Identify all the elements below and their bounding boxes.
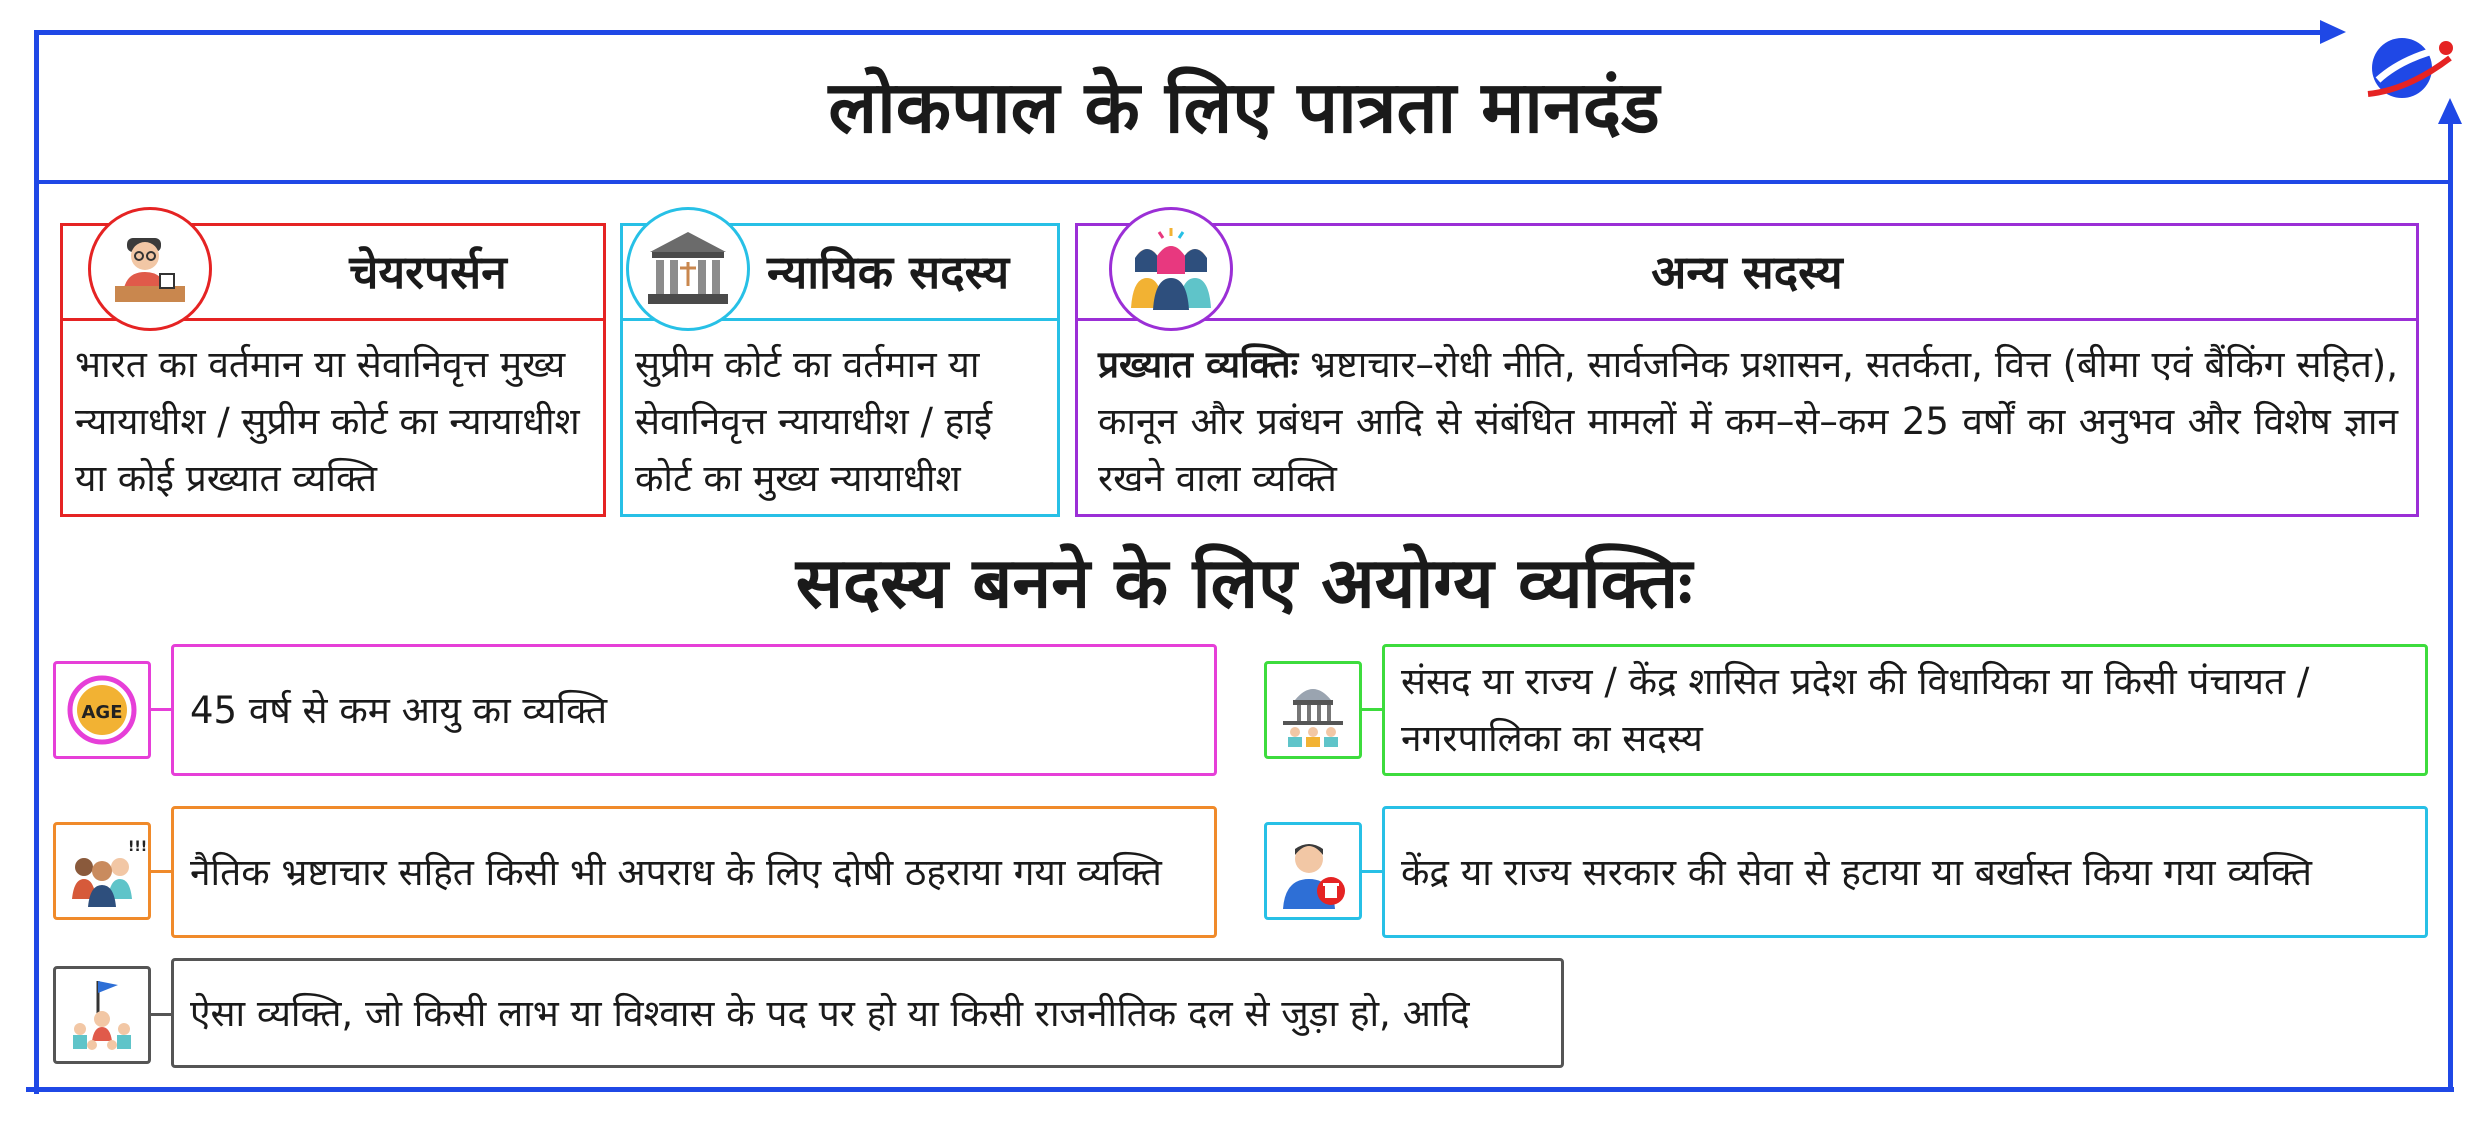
parliament-icon-box — [1264, 661, 1362, 759]
svg-text:AGE: AGE — [81, 702, 123, 723]
disqualification-item-age — [171, 644, 1217, 776]
dismissed-person-icon — [1273, 831, 1353, 911]
connector — [151, 708, 171, 711]
disqualified-title: सदस्य बनने के लिए अयोग्य व्यक्तिः — [795, 542, 1693, 624]
other-members-card — [1075, 223, 2419, 517]
disqualification-item-office-of-profit — [171, 958, 1564, 1068]
disqualification-item-dismissed — [1382, 806, 2428, 938]
connector — [151, 870, 171, 873]
group-people-icon — [1109, 207, 1233, 331]
convicted-group-icon — [62, 831, 148, 911]
frame-left-border — [34, 30, 39, 1094]
judicial-member-text: सुप्रीम कोर्ट का वर्तमान या सेवानिवृत्त न्यायाधीश / हाई कोर्ट का मुख्य न्यायाधीश — [635, 343, 993, 500]
disqualification-text: नैतिक भ्रष्टाचार सहित किसी भी अपराध के लिए दोषी ठहराया गया व्यक्ति — [190, 850, 1162, 894]
page-title: लोकपाल के लिए पात्रता मानदंड — [828, 65, 1660, 149]
arrow-right-icon — [2320, 20, 2346, 44]
political-party-icon-box — [53, 966, 151, 1064]
disqualification-text: 45 वर्ष से कम आयु का व्यक्ति — [190, 688, 608, 732]
frame-bottom-border — [26, 1087, 2454, 1092]
judicial-member-heading: न्यायिक सदस्य — [767, 245, 1010, 299]
age-icon-box — [53, 661, 151, 759]
other-members-heading: अन्य सदस्य — [1651, 245, 1843, 299]
chairperson-icon — [88, 207, 212, 331]
connector — [1362, 870, 1382, 873]
disqualification-text: केंद्र या राज्य सरकार की सेवा से हटाया या बर्खास्त किया गया व्यक्ति — [1401, 850, 2312, 894]
chairperson-heading: चेयरपर्सन — [349, 245, 507, 299]
eminent-person-label: प्रख्यात व्यक्तिः — [1098, 343, 1299, 386]
parliament-icon — [1273, 670, 1353, 750]
disqualification-text: संसद या राज्य / केंद्र शासित प्रदेश की विधायिका या किसी पंचायत / नगरपालिका का सदस्य — [1401, 660, 2310, 760]
svg-text:!!!: !!! — [128, 839, 148, 855]
title-divider — [34, 180, 2453, 184]
disqualification-text: ऐसा व्यक्ति, जो किसी लाभ या विश्वास के पद पर हो या किसी राजनीतिक दल से जुड़ा हो, आदि — [190, 991, 1470, 1035]
political-party-icon — [62, 975, 142, 1055]
connector — [1362, 708, 1382, 711]
age-icon — [62, 670, 142, 750]
disqualification-item-convicted — [171, 806, 1217, 938]
dismissed-person-icon-box — [1264, 822, 1362, 920]
convicted-group-icon-box — [53, 822, 151, 920]
frame-right-border — [2448, 120, 2453, 1092]
other-members-text: भ्रष्टाचार–रोधी नीति, सार्वजनिक प्रशासन, सतर्कता, वित्त (बीमा एवं बैंकिंग सहित), कानून और प्रबंधन आदि से संबंधित मामलों में कम–से–कम 25 वर्षों का अनुभव और विशेष ज्ञान रखने वाला व्यक्ति — [1098, 343, 2398, 500]
frame-top-border — [34, 30, 2334, 35]
chairperson-text: भारत का वर्तमान या सेवानिवृत्त मुख्य न्यायाधीश / सुप्रीम कोर्ट का न्यायाधीश या कोई प्रख्यात व्यक्ति — [75, 343, 580, 500]
courthouse-icon — [626, 207, 750, 331]
connector — [151, 1013, 171, 1016]
disqualification-item-legislature — [1382, 644, 2428, 776]
